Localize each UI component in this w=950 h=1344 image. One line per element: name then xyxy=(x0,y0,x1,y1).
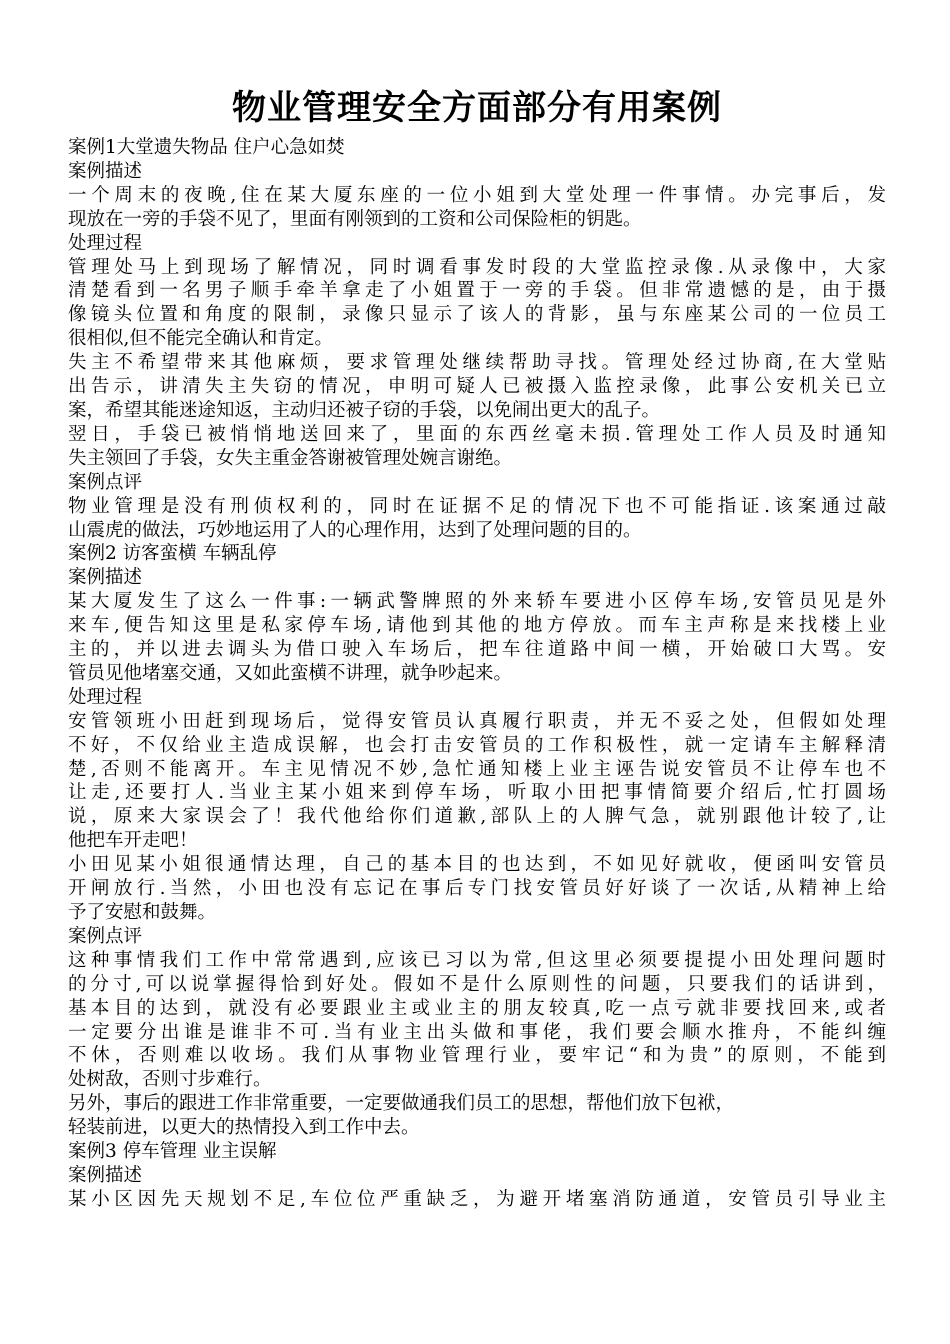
text-line: 案例描述 xyxy=(68,160,143,182)
text-line: 山震虎的做法，巧妙地运用了人的心理作用，达到了处理问题的目的。 xyxy=(68,519,642,541)
text-line: 小田见某小姐很通情达理，自己的基本目的也达到，不如见好就收，便函叫安管员 xyxy=(68,854,886,876)
text-line: 案例点评 xyxy=(68,925,143,947)
text-line: 很相似,但不能完全确认和肯定。 xyxy=(68,328,333,350)
document-body xyxy=(68,136,886,1212)
text-line: 主的，并以进去调头为借口驶入车场后，把车往道路中间一横，开始破口大骂。安 xyxy=(68,639,886,661)
text-line: 失主不希望带来其他麻烦，要求管理处继续帮助寻找。管理处经过协商,在大堂贴 xyxy=(68,352,886,374)
text-line: 来车,便告知这里是私家停车场,请他到其他的地方停放。而车主声称是来找楼上业 xyxy=(68,615,886,637)
text-line: 案例描述 xyxy=(68,1164,143,1186)
text-line: 某小区因先天规划不足,车位位严重缺乏，为避开堵塞消防通道，安管员引导业主 xyxy=(68,1188,886,1210)
text-line: 轻装前进，以更大的热情投入到工作中去。 xyxy=(68,1117,420,1139)
text-line: 案例3 停车管理 业主误解 xyxy=(68,1141,277,1163)
text-line: 管理处马上到现场了解情况，同时调看事发时段的大堂监控录像.从录像中，大家 xyxy=(68,256,886,278)
text-line: 案例2 访客蛮横 车辆乱停 xyxy=(68,543,277,565)
text-line: 案例点评 xyxy=(68,471,143,493)
text-line: 物业管理是没有刑侦权利的，同时在证据不足的情况下也不可能指证.该案通过敲 xyxy=(68,495,886,517)
text-line: 现放在一旁的手袋不见了，里面有刚领到的工资和公司保险柜的钥匙。 xyxy=(68,208,642,230)
text-line: 不好，不仅给业主造成误解，也会打击安管员的工作积极性，就一定请车主解释清 xyxy=(68,734,886,756)
text-line: 安管领班小田赶到现场后，觉得安管员认真履行职责，并无不妥之处，但假如处理 xyxy=(68,710,886,732)
text-line: 不休，否则难以收场。我们从事物业管理行业，要牢记“和为贵”的原则，不能到 xyxy=(68,1045,886,1067)
document-title: 物业管理安全方面部分有用案例 xyxy=(232,88,722,128)
text-line: 翌日，手袋已被悄悄地送回来了，里面的东西丝毫未损.管理处工作人员及时通知 xyxy=(68,423,886,445)
text-line: 的分寸,可以说掌握得恰到好处。假如不是什么原则性的问题，只要我们的话讲到， xyxy=(68,973,886,995)
text-line: 案例1大堂遗失物品 住户心急如焚 xyxy=(68,137,345,158)
text-line: 案，希望其能迷途知返，主动归还被子窃的手袋，以免闹出更大的乱子。 xyxy=(68,399,661,421)
text-line: 让走,还要打人.当业主某小姐来到停车场，听取小田把事情简要介绍后,忙打圆场 xyxy=(68,782,886,804)
text-line: 楚,否则不能离开。车主见情况不妙,急忙通知楼上业主诬告说安管员不让停车也不 xyxy=(68,758,886,780)
text-line: 出告示，讲清失主失窃的情况，申明可疑人已被摄入监控录像，此事公安机关已立 xyxy=(68,376,886,398)
text-line: 像镜头位置和角度的限制，录像只显示了该人的背影，虽与东座某公司的一位员工 xyxy=(68,304,886,326)
text-line: 基本目的达到，就没有必要跟业主或业主的朋友较真,吃一点亏就非要找回来,或者 xyxy=(68,997,886,1019)
text-line: 这种事情我们工作中常常遇到,应该已习以为常,但这里必须要提提小田处理问题时 xyxy=(68,949,886,971)
text-line: 另外，事后的跟进工作非常重要，一定要做通我们员工的思想，帮他们放下包袱， xyxy=(68,1093,735,1115)
text-line: 处树敌，否则寸步难行。 xyxy=(68,1069,272,1091)
text-line: 说，原来大家误会了！我代他给你们道歉,部队上的人脾气急，就别跟他计较了,让 xyxy=(68,806,886,828)
text-line: 处理过程 xyxy=(68,232,143,254)
text-line: 一个周末的夜晚,住在某大厦东座的一位小姐到大堂处理一件事情。办完事后，发 xyxy=(68,184,886,206)
text-line: 予了安慰和鼓舞。 xyxy=(68,902,217,923)
text-line: 他把车开走吧！ xyxy=(68,830,198,852)
text-line: 案例描述 xyxy=(68,567,143,589)
text-line: 一定要分出谁是谁非不可.当有业主出头做和事佬，我们要会顺水推舟，不能纠缠 xyxy=(68,1021,886,1043)
text-line: 开闸放行.当然，小田也没有忘记在事后专门找安管员好好谈了一次话,从精神上给 xyxy=(68,878,886,900)
text-line: 某大厦发生了这么一件事:一辆武警牌照的外来轿车要进小区停车场,安管员见是外 xyxy=(68,591,886,613)
document-page xyxy=(68,80,886,1212)
text-line: 失主领回了手袋，女失主重金答谢被管理处婉言谢绝。 xyxy=(68,447,513,469)
text-line: 管员见他堵塞交通，又如此蛮横不讲理，就争吵起来。 xyxy=(68,662,513,684)
text-line: 处理过程 xyxy=(68,686,143,708)
text-line: 清楚看到一名男子顺手牵羊拿走了小姐置于一旁的手袋。但非常遗憾的是，由于摄 xyxy=(68,280,886,302)
